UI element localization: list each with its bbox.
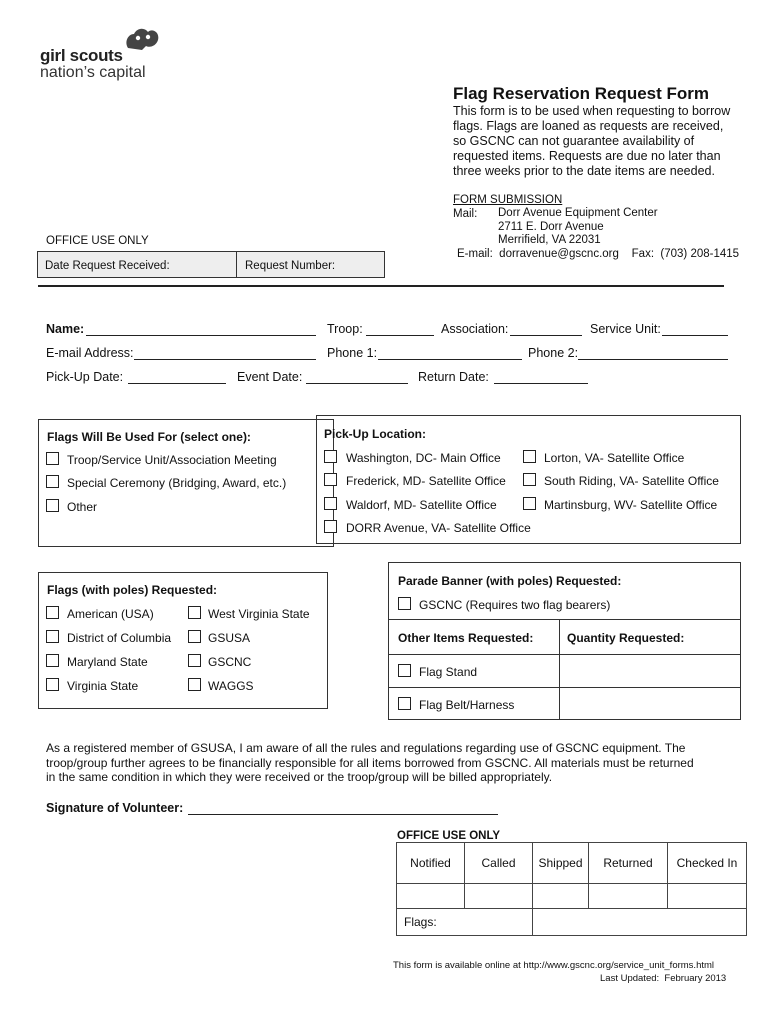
office-flags-value-cell[interactable] bbox=[532, 908, 747, 936]
flag-option: District of Columbia bbox=[67, 631, 172, 645]
form-title: Flag Reservation Request Form bbox=[453, 84, 710, 103]
office-box-divider bbox=[236, 252, 237, 277]
intro-text bbox=[453, 104, 730, 179]
intro-line: This form is to be used when requesting to borrow bbox=[453, 104, 731, 118]
flag-option: Virginia State bbox=[67, 679, 139, 693]
phone2-label: Phone 2: bbox=[528, 346, 579, 360]
pickup-option: South Riding, VA- Satellite Office bbox=[544, 474, 719, 488]
office-flags-label: Flags: bbox=[404, 915, 437, 929]
office-col-shipped: Shipped bbox=[532, 842, 589, 884]
other-items-col-divider bbox=[559, 620, 560, 719]
flag-checkbox[interactable] bbox=[188, 654, 201, 667]
pickup-checkbox[interactable] bbox=[324, 497, 337, 510]
phone1-label: Phone 1: bbox=[327, 346, 378, 360]
return-date-field[interactable] bbox=[494, 383, 588, 384]
flag-option: West Virginia State bbox=[208, 607, 310, 621]
flag-checkbox[interactable] bbox=[46, 654, 59, 667]
pickup-checkbox[interactable] bbox=[324, 473, 337, 486]
flag-option: WAGGS bbox=[208, 679, 254, 693]
mail-address-line: Merrifield, VA 22031 bbox=[498, 234, 601, 246]
other-item-label: Flag Stand bbox=[419, 665, 478, 679]
email-label: E-mail Address: bbox=[46, 346, 134, 360]
banner-checkbox[interactable] bbox=[398, 597, 411, 610]
office-col-notified: Notified bbox=[396, 842, 465, 884]
logo-line-2: nation’s capital bbox=[40, 64, 146, 81]
return-date-label: Return Date: bbox=[418, 370, 489, 384]
flag-option: GSCNC bbox=[208, 655, 252, 669]
flag-checkbox[interactable] bbox=[46, 630, 59, 643]
office-col-called: Called bbox=[464, 842, 533, 884]
usage-option: Other bbox=[67, 500, 98, 514]
agreement-text bbox=[46, 741, 694, 785]
mail-label: Mail: bbox=[453, 208, 478, 220]
pickup-checkbox[interactable] bbox=[523, 450, 536, 463]
agreement-line: troop/group further agrees to be financially responsible for all items borrowed from GSCNC. All materials must be returned bbox=[46, 755, 694, 770]
usage-heading: Flags Will Be Used For (select one): bbox=[47, 430, 251, 444]
phone2-field[interactable] bbox=[578, 359, 728, 360]
phone1-field[interactable] bbox=[378, 359, 522, 360]
other-items-row-divider bbox=[389, 687, 740, 688]
pickup-option: Washington, DC- Main Office bbox=[346, 451, 501, 465]
office-value-cell[interactable] bbox=[396, 883, 465, 909]
pickup-heading: Pick-Up Location: bbox=[324, 427, 427, 441]
pickup-option: Martinsburg, WV- Satellite Office bbox=[544, 498, 718, 512]
footer-url: This form is available online at http://www.gscnc.org/service_unit_forms.html bbox=[393, 960, 715, 971]
usage-option: Special Ceremony (Bridging, Award, etc.) bbox=[67, 476, 287, 490]
office-use-box bbox=[37, 251, 385, 278]
office-value-cell[interactable] bbox=[464, 883, 533, 909]
other-item-checkbox[interactable] bbox=[398, 697, 411, 710]
other-items-row-divider bbox=[389, 654, 740, 655]
agreement-line: As a registered member of GSUSA, I am aware of all the rules and regulations regarding use of GSCNC equipment. The bbox=[46, 741, 686, 755]
logo-line-1: girl scouts bbox=[40, 46, 123, 65]
association-label: Association: bbox=[441, 322, 509, 336]
troop-label: Troop: bbox=[327, 322, 363, 336]
section-divider bbox=[38, 285, 724, 287]
office-col-checked-in: Checked In bbox=[667, 842, 747, 884]
pickup-option: Lorton, VA- Satellite Office bbox=[544, 451, 685, 465]
email-field[interactable] bbox=[134, 359, 316, 360]
usage-option: Troop/Service Unit/Association Meeting bbox=[67, 453, 277, 467]
flag-option: Maryland State bbox=[67, 655, 148, 669]
event-date-field[interactable] bbox=[306, 383, 408, 384]
mail-address bbox=[498, 207, 658, 248]
quantity-heading: Quantity Requested: bbox=[567, 631, 685, 645]
submission-heading: FORM SUBMISSION bbox=[453, 194, 563, 206]
office-use-heading: OFFICE USE ONLY bbox=[46, 235, 149, 247]
office-use-bottom-heading: OFFICE USE ONLY bbox=[397, 830, 501, 842]
troop-field[interactable] bbox=[366, 335, 434, 336]
intro-line: flags. Flags are loaned as requests are received, bbox=[453, 119, 724, 133]
other-items-heading: Other Items Requested: bbox=[398, 631, 534, 645]
banner-section bbox=[388, 562, 741, 620]
pickup-section bbox=[316, 415, 741, 544]
other-item-checkbox[interactable] bbox=[398, 664, 411, 677]
association-field[interactable] bbox=[510, 335, 582, 336]
pickup-checkbox[interactable] bbox=[324, 520, 337, 533]
flags-heading: Flags (with poles) Requested: bbox=[47, 583, 218, 597]
usage-section bbox=[38, 419, 334, 547]
name-field[interactable] bbox=[86, 335, 316, 336]
footer-updated: Last Updated: February 2013 bbox=[600, 973, 727, 984]
flag-checkbox[interactable] bbox=[46, 606, 59, 619]
pickup-checkbox[interactable] bbox=[523, 473, 536, 486]
logo bbox=[38, 24, 178, 84]
banner-heading: Parade Banner (with poles) Requested: bbox=[398, 574, 622, 588]
flag-checkbox[interactable] bbox=[46, 678, 59, 691]
service-unit-label: Service Unit: bbox=[590, 322, 661, 336]
pickup-checkbox[interactable] bbox=[324, 450, 337, 463]
flag-checkbox[interactable] bbox=[188, 678, 201, 691]
request-number-label: Request Number: bbox=[245, 260, 336, 272]
flag-checkbox[interactable] bbox=[188, 606, 201, 619]
intro-line: three weeks prior to the date items are needed. bbox=[453, 164, 715, 178]
event-date-label: Event Date: bbox=[237, 370, 303, 384]
office-col-returned: Returned bbox=[588, 842, 668, 884]
email-fax-line: E-mail: dorravenue@gscnc.org Fax: (703) 208-1415 bbox=[457, 248, 740, 260]
flag-option: American (USA) bbox=[67, 607, 154, 621]
signature-label: Signature of Volunteer: bbox=[46, 801, 184, 815]
date-received-label: Date Request Received: bbox=[45, 260, 170, 272]
pickup-option: Waldorf, MD- Satellite Office bbox=[346, 498, 497, 512]
signature-field[interactable] bbox=[188, 814, 498, 815]
trefoil-logo-icon bbox=[122, 24, 162, 52]
flag-checkbox[interactable] bbox=[188, 630, 201, 643]
intro-line: requested items. Requests are due no later than bbox=[453, 149, 721, 163]
agreement-line: in the same condition in which they were received or the troop/group will be billed appropriately. bbox=[46, 770, 553, 784]
pickup-date-field[interactable] bbox=[128, 383, 226, 384]
office-value-cell[interactable] bbox=[667, 883, 747, 909]
name-label: Name: bbox=[46, 322, 85, 336]
pickup-checkbox[interactable] bbox=[523, 497, 536, 510]
office-flags-label-cell bbox=[396, 908, 533, 936]
usage-checkbox[interactable] bbox=[46, 499, 59, 512]
pickup-option: Frederick, MD- Satellite Office bbox=[346, 474, 506, 488]
other-items-table bbox=[388, 619, 741, 720]
usage-checkbox[interactable] bbox=[46, 475, 59, 488]
pickup-option: DORR Avenue, VA- Satellite Office bbox=[346, 521, 531, 535]
usage-checkbox[interactable] bbox=[46, 452, 59, 465]
other-item-label: Flag Belt/Harness bbox=[419, 698, 515, 712]
banner-option: GSCNC (Requires two flag bearers) bbox=[419, 598, 611, 612]
mail-address-line: Dorr Avenue Equipment Center bbox=[498, 207, 658, 219]
office-value-cell[interactable] bbox=[532, 883, 589, 909]
intro-line: so GSCNC can not guarantee availability of bbox=[453, 134, 695, 148]
mail-address-line: 2711 E. Dorr Avenue bbox=[498, 220, 604, 233]
pickup-date-label: Pick-Up Date: bbox=[46, 370, 124, 384]
flags-section bbox=[38, 572, 328, 709]
service-unit-field[interactable] bbox=[662, 335, 728, 336]
office-value-cell[interactable] bbox=[588, 883, 668, 909]
flag-option: GSUSA bbox=[208, 631, 251, 645]
